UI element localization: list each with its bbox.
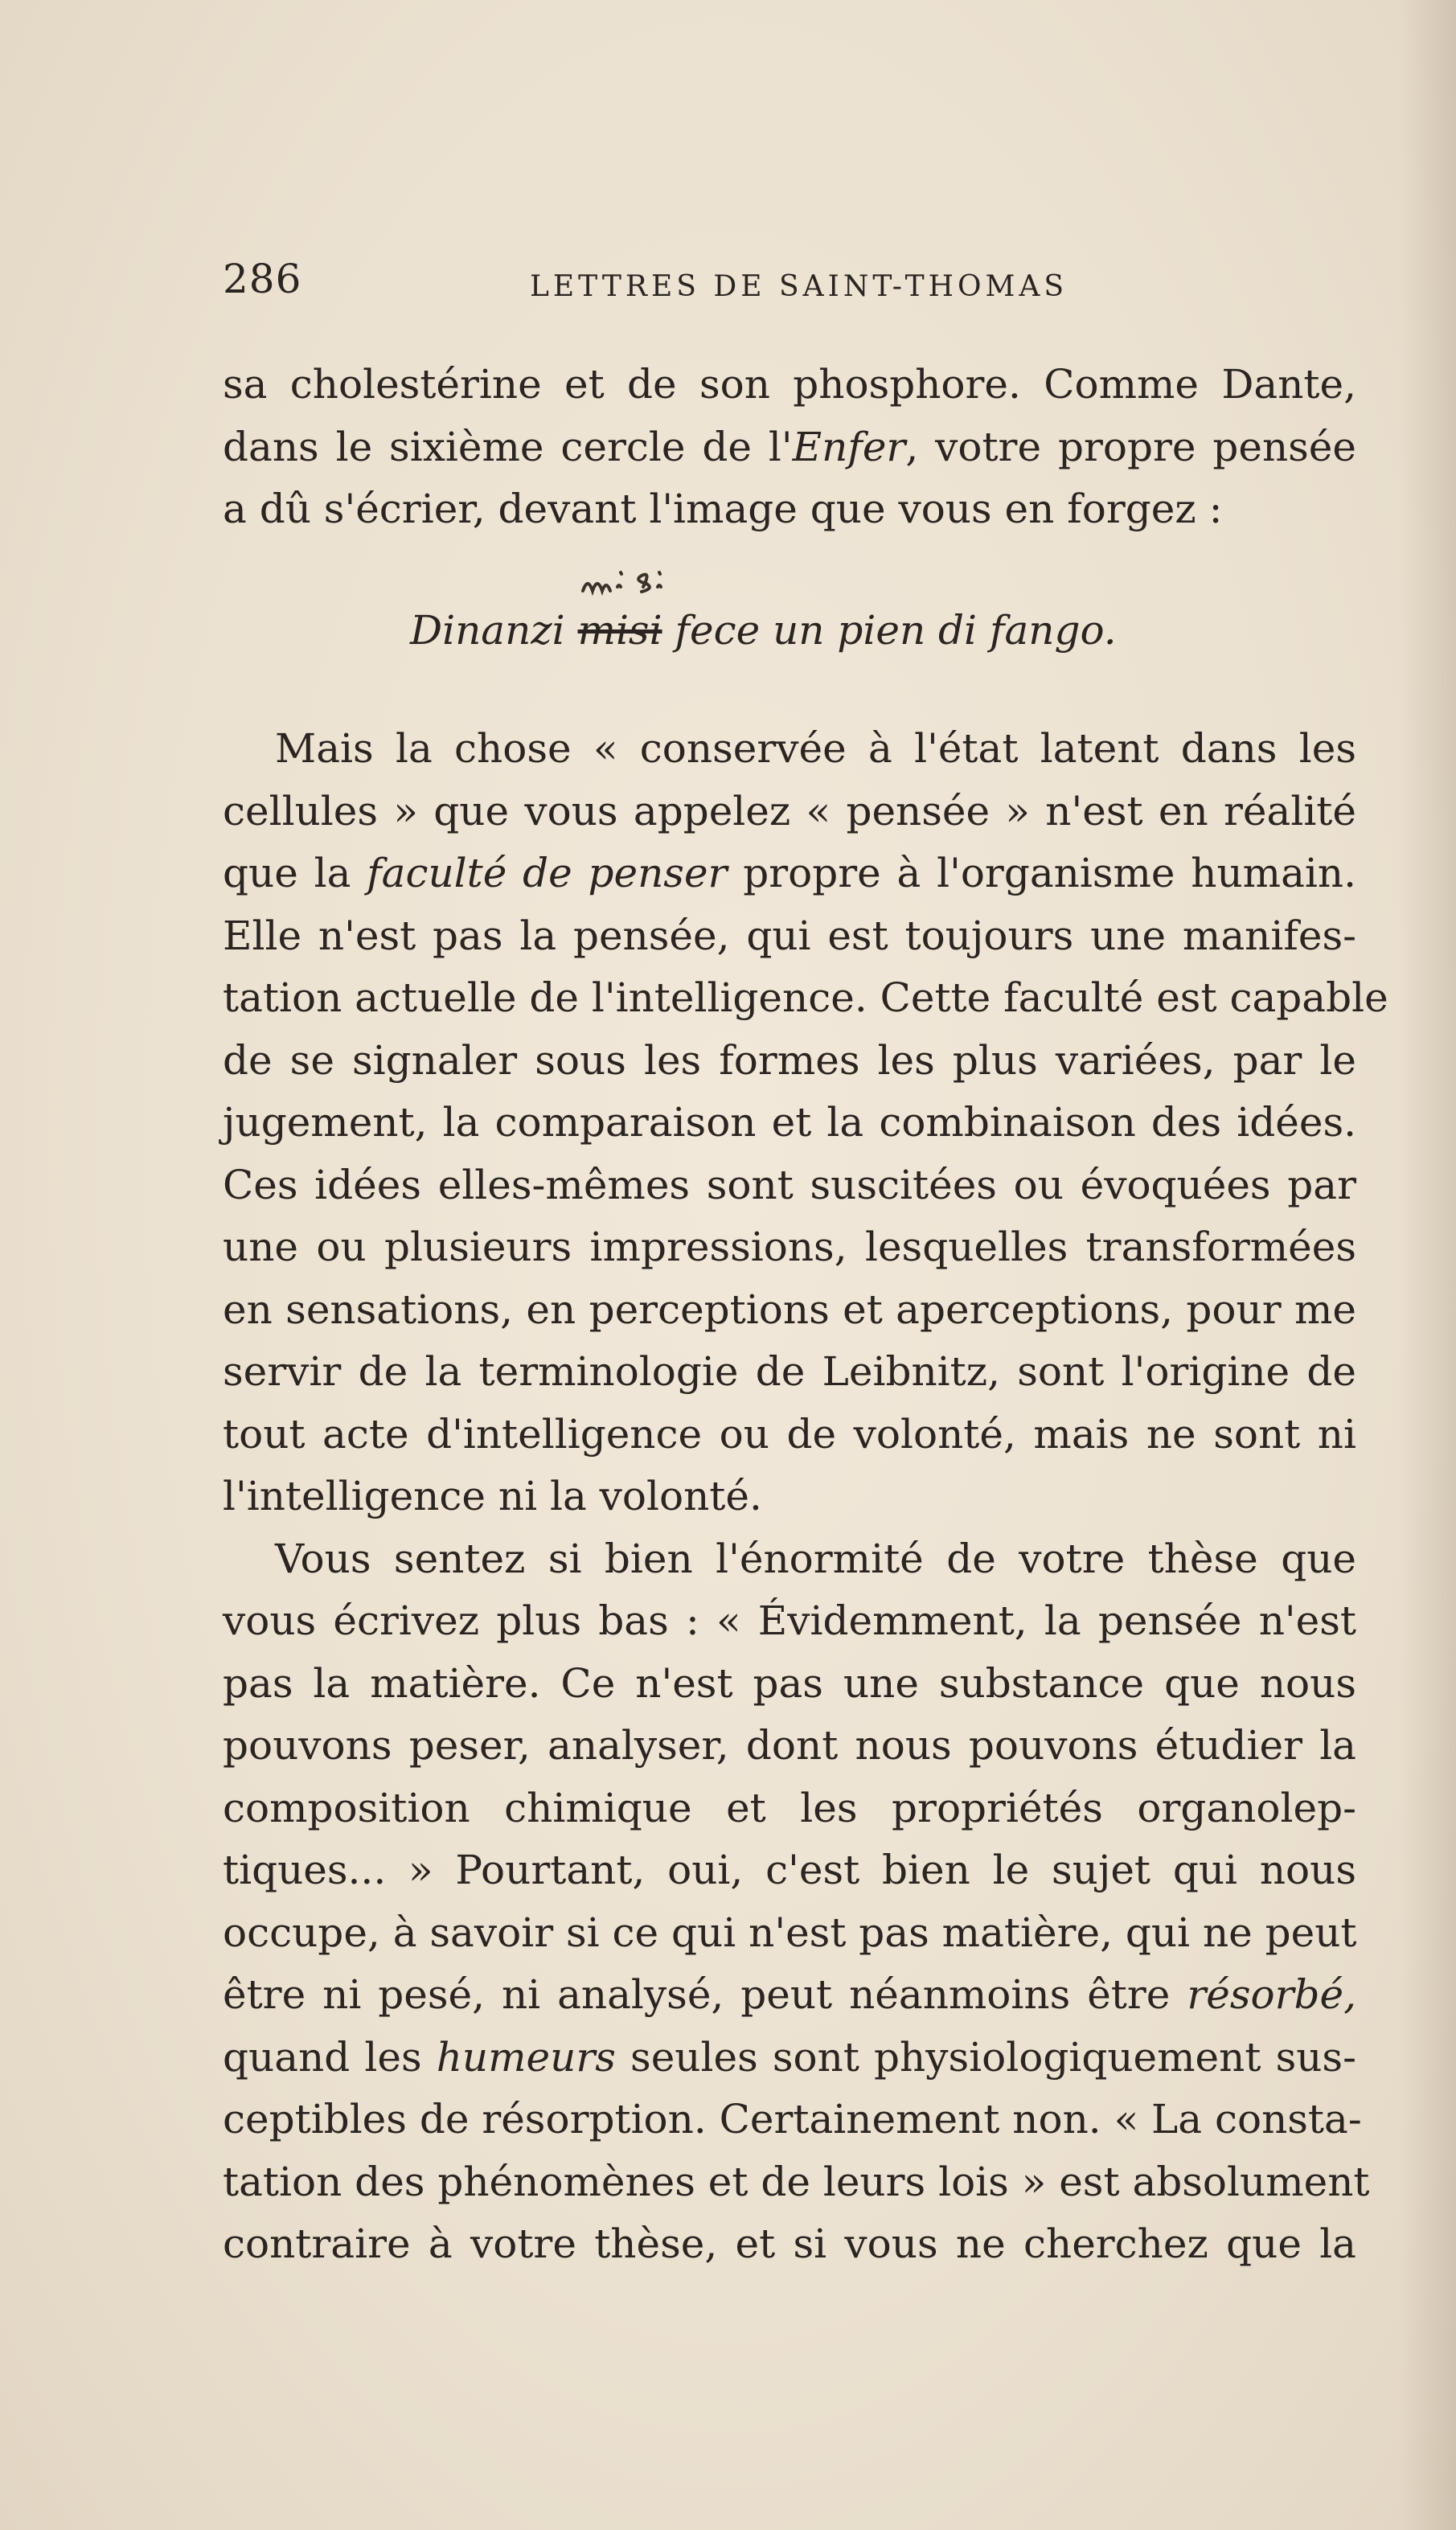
italic-title: Enfer (792, 423, 906, 470)
text-line: une ou plusieurs impressions, lesquelles transformées (223, 1224, 1356, 1270)
intro-paragraph (223, 354, 1356, 541)
text-line: occupe, à savoir si ce qui n'est pas matière, qui ne peut (223, 1909, 1357, 1956)
text-line: que la faculté de penser propre à l'organisme humain. (223, 850, 1356, 896)
text-line: ceptibles de résorption. Certainement non. « La consta- (223, 2096, 1362, 2143)
text-line: servir de la terminologie de Leibnitz, sont l'origine de (223, 1348, 1356, 1395)
gutter-shadow (1400, 0, 1456, 2530)
text-line: être ni pesé, ni analysé, peut néanmoins être résorbé, (223, 1971, 1356, 2018)
handwritten-annotation (579, 555, 756, 603)
text-line: pouvons peser, analyser, dont nous pouvons étudier la (223, 1722, 1356, 1769)
running-title: LETTRES DE SAINT-THOMAS (530, 270, 1068, 303)
text-line: sa cholestérine et de son phosphore. Comme Dante, (223, 361, 1356, 408)
struck-word: misi (577, 607, 662, 654)
text-line: de se signaler sous les formes les plus variées, par le (223, 1036, 1356, 1084)
text-line: contraire à votre thèse, et si vous ne cherchez que la (223, 2220, 1356, 2267)
text-line: l'intelligence ni la volonté. (223, 1473, 762, 1519)
text-line: tation des phénomènes et de leurs lois » est absolument (223, 2158, 1370, 2205)
text-line: Ces idées elles-mêmes sont suscitées ou évoquées par (223, 1161, 1356, 1208)
text-line: quand les humeurs seules sont physiologiquement sus- (223, 2033, 1356, 2081)
text-line: jugement, la comparaison et la combinaison des idées. (223, 1099, 1356, 1146)
text-line: a dû s'écrier, devant l'image que vous en forgez : (223, 486, 1223, 532)
page-number: 286 (223, 256, 302, 302)
verse-quotation: Dinanzi misi fece un pien di fango. (410, 607, 1117, 654)
text-line: composition chimique et les propriétés organolep- (223, 1784, 1356, 1831)
text-line: tout acte d'intelligence ou de volonté, mais ne sont ni (223, 1410, 1356, 1458)
text-line: pas la matière. Ce n'est pas une substance que nous (223, 1659, 1356, 1707)
text-line: vous écrivez plus bas : « Évidemment, la pensée n'est (223, 1597, 1356, 1644)
text-line: Mais la chose « conservée à l'état latent dans les (275, 725, 1356, 772)
text-line: cellules » que vous appelez « pensée » n'est en réalité (223, 787, 1356, 834)
text-line: Elle n'est pas la pensée, qui est toujours une manifes- (223, 912, 1356, 959)
text-line: Vous sentez si bien l'énormité de votre thèse que (275, 1535, 1356, 1582)
body-paragraph (223, 718, 1388, 2276)
running-head (223, 256, 1356, 312)
text-line: en sensations, en perceptions et aperceptions, pour me (223, 1286, 1356, 1333)
text-line: dans le sixième cercle de l'Enfer, votre propre pensée (223, 423, 1356, 470)
text-line: tation actuelle de l'intelligence. Cette faculté est capable (223, 974, 1388, 1021)
text-line: tiques... » Pourtant, oui, c'est bien le sujet qui nous (223, 1847, 1356, 1893)
